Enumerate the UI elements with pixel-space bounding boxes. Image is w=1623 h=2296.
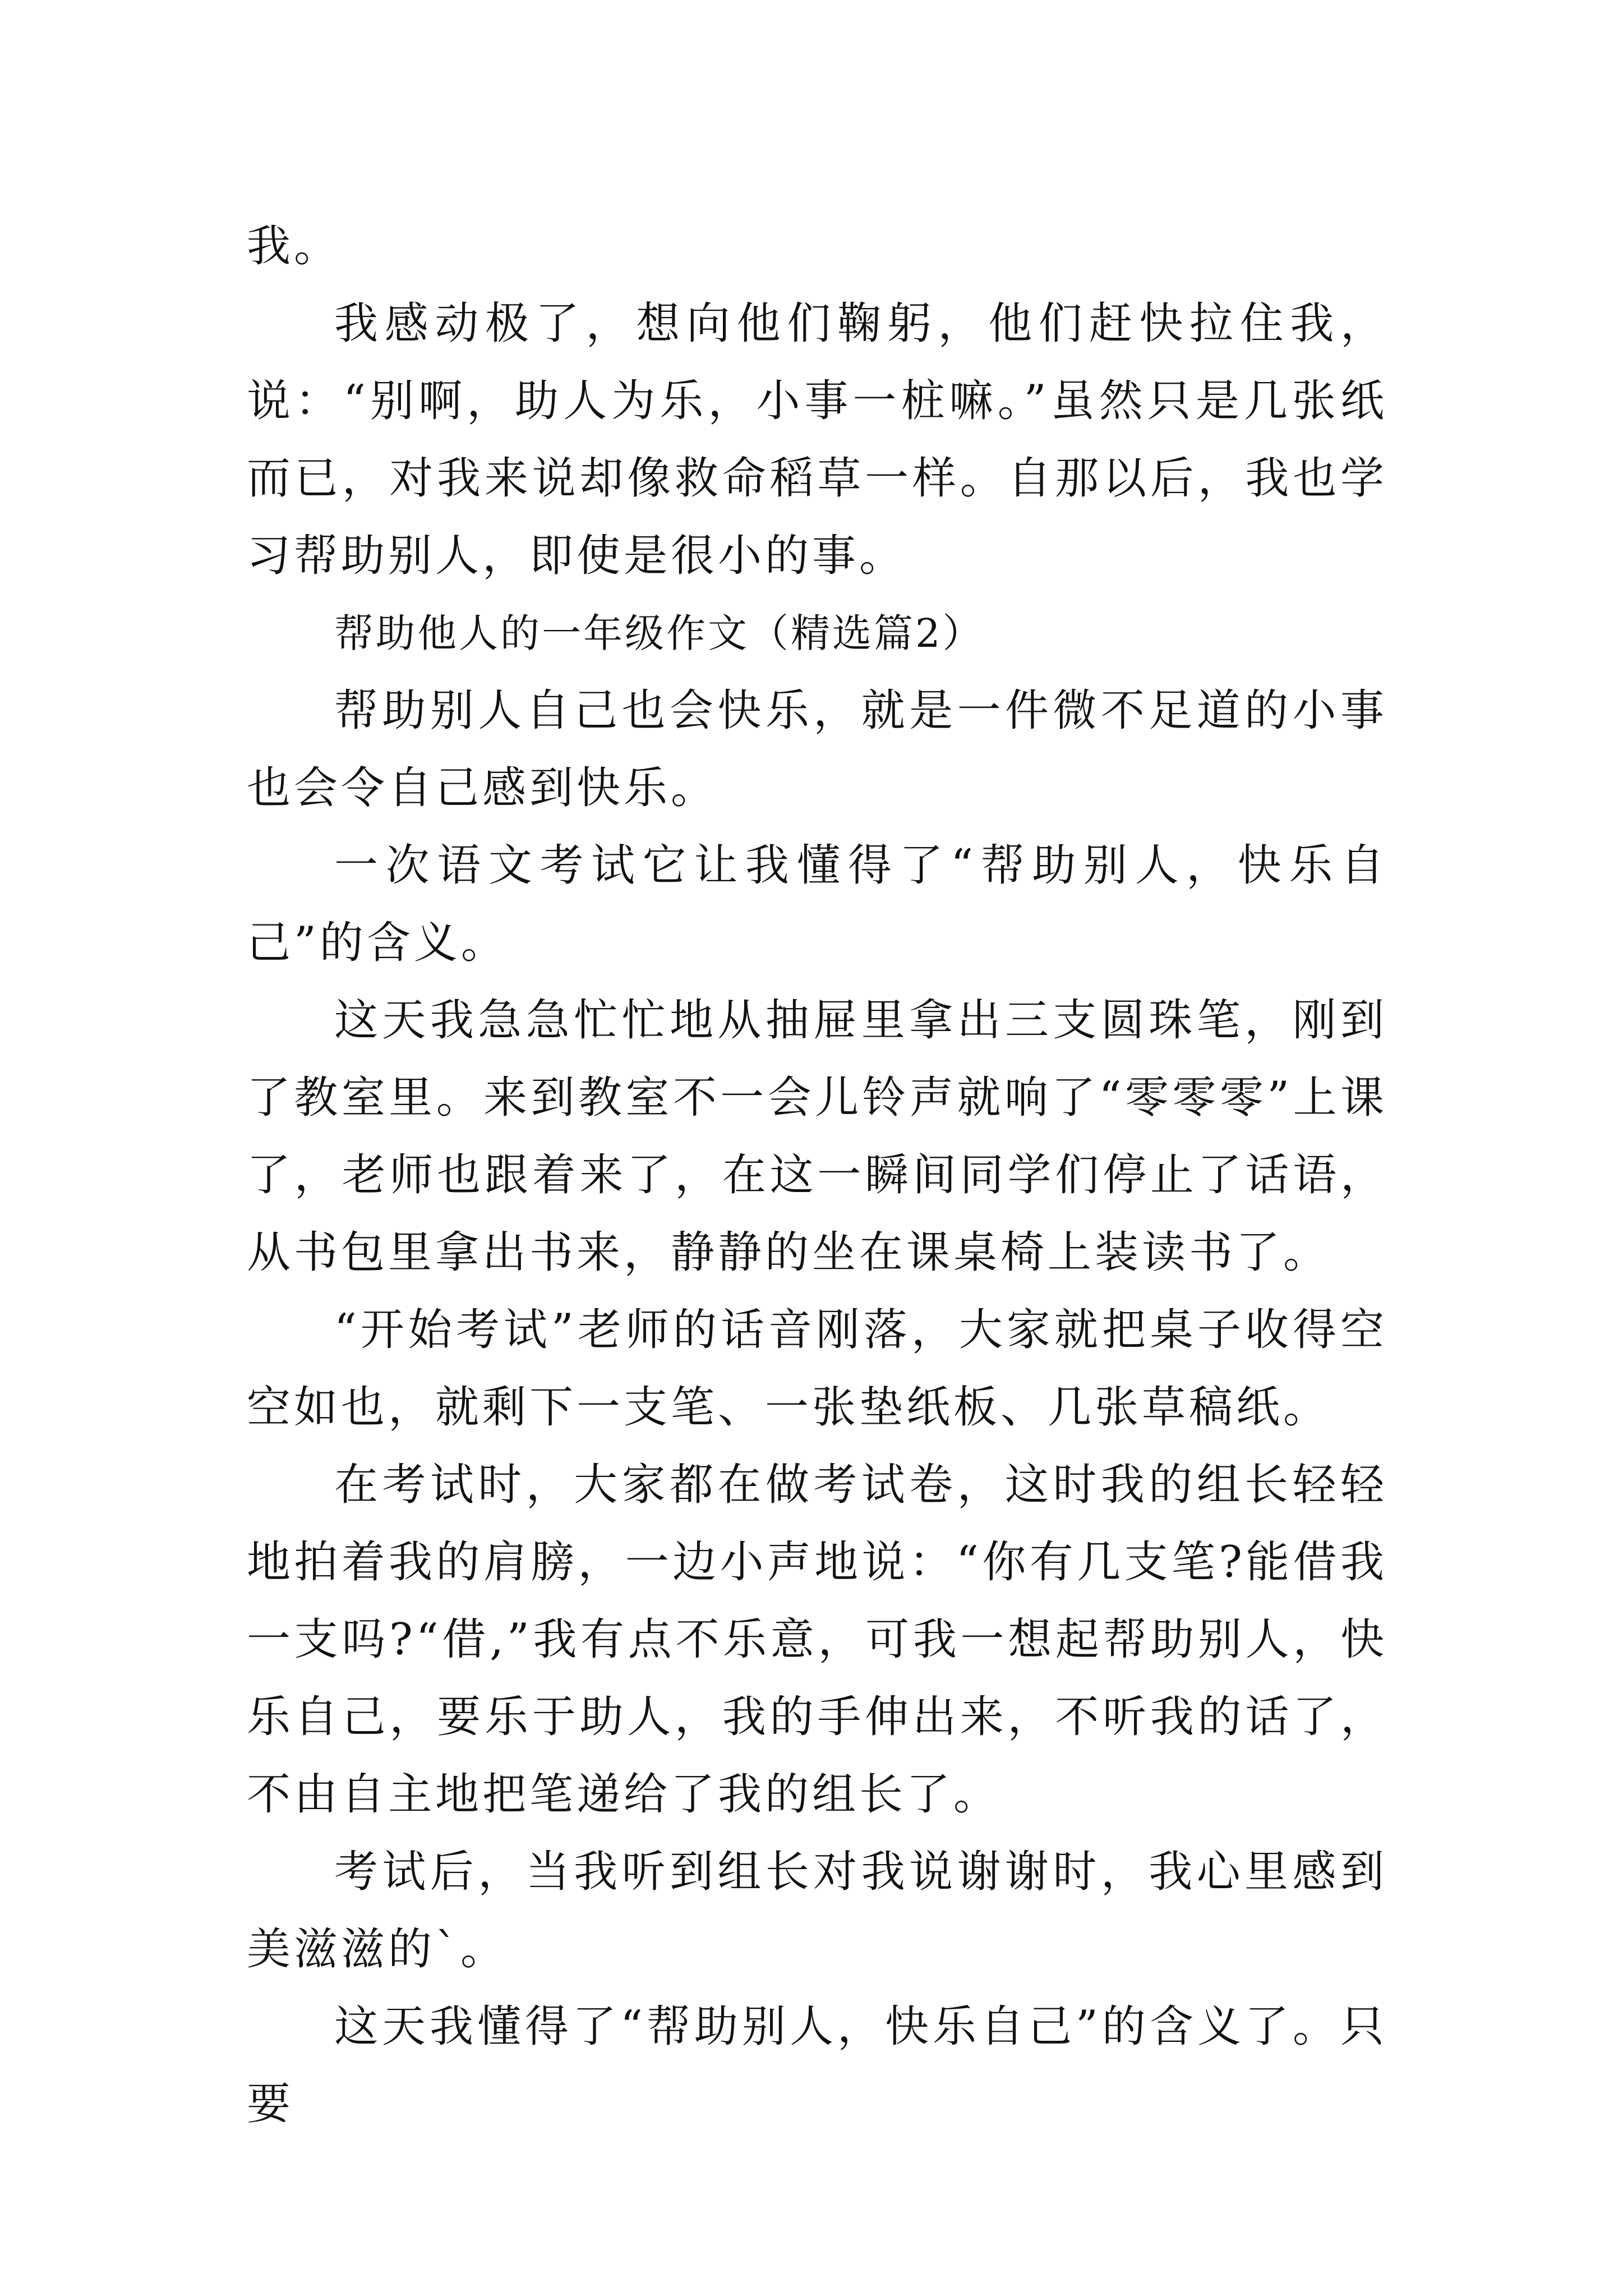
- essay-body: [247, 208, 1387, 2143]
- paragraph: 帮助别人自己也会快乐，就是一件微不足道的小事也会令自己感到快乐。: [247, 685, 1387, 813]
- paragraph: “开始考试”老师的话音刚落，大家就把桌子收得空空如也，就剩下一支笔、一张垫纸板、几张草稿纸。: [247, 1305, 1387, 1433]
- paragraph: 一次语文考试它让我懂得了“帮助别人，快乐自己”的含义。: [247, 840, 1387, 968]
- paragraph: 考试后，当我听到组长对我说谢谢时，我心里感到美滋滋的`。: [247, 1847, 1387, 1975]
- paragraph-continuation: 我。: [247, 221, 342, 272]
- paragraph: 这天我急急忙忙地从抽屉里拿出三支圆珠笔，刚到了教室里。来到教室不一会儿铃声就响了“零零零”上课了，老师也跟着来了，在这一瞬间同学们停止了话语，从书包里拿出书来，静静的坐在课桌椅上装读书了。: [247, 995, 1387, 1278]
- section-heading: 帮助他人的一年级作文（精选篇2）: [334, 610, 984, 656]
- paragraph: 这天我懂得了“帮助别人，快乐自己”的含义了。只要: [247, 2001, 1387, 2129]
- paragraph: 在考试时，大家都在做考试卷，这时我的组长轻轻地拍着我的肩膀，一边小声地说：“你有几支笔?能借我一支吗?“借,”我有点不乐意，可我一想起帮助别人，快乐自己，要乐于助人，我的手伸出来，不听我的话了，不由自主地把笔递给了我的组长了。: [247, 1460, 1387, 1820]
- paragraph: 我感动极了，想向他们鞠躬，他们赶快拉住我，说：“别啊，助人为乐，小事一桩嘛。”虽然只是几张纸而已，对我来说却像救命稻草一样。自那以后，我也学习帮助别人，即使是很小的事。: [247, 298, 1387, 581]
